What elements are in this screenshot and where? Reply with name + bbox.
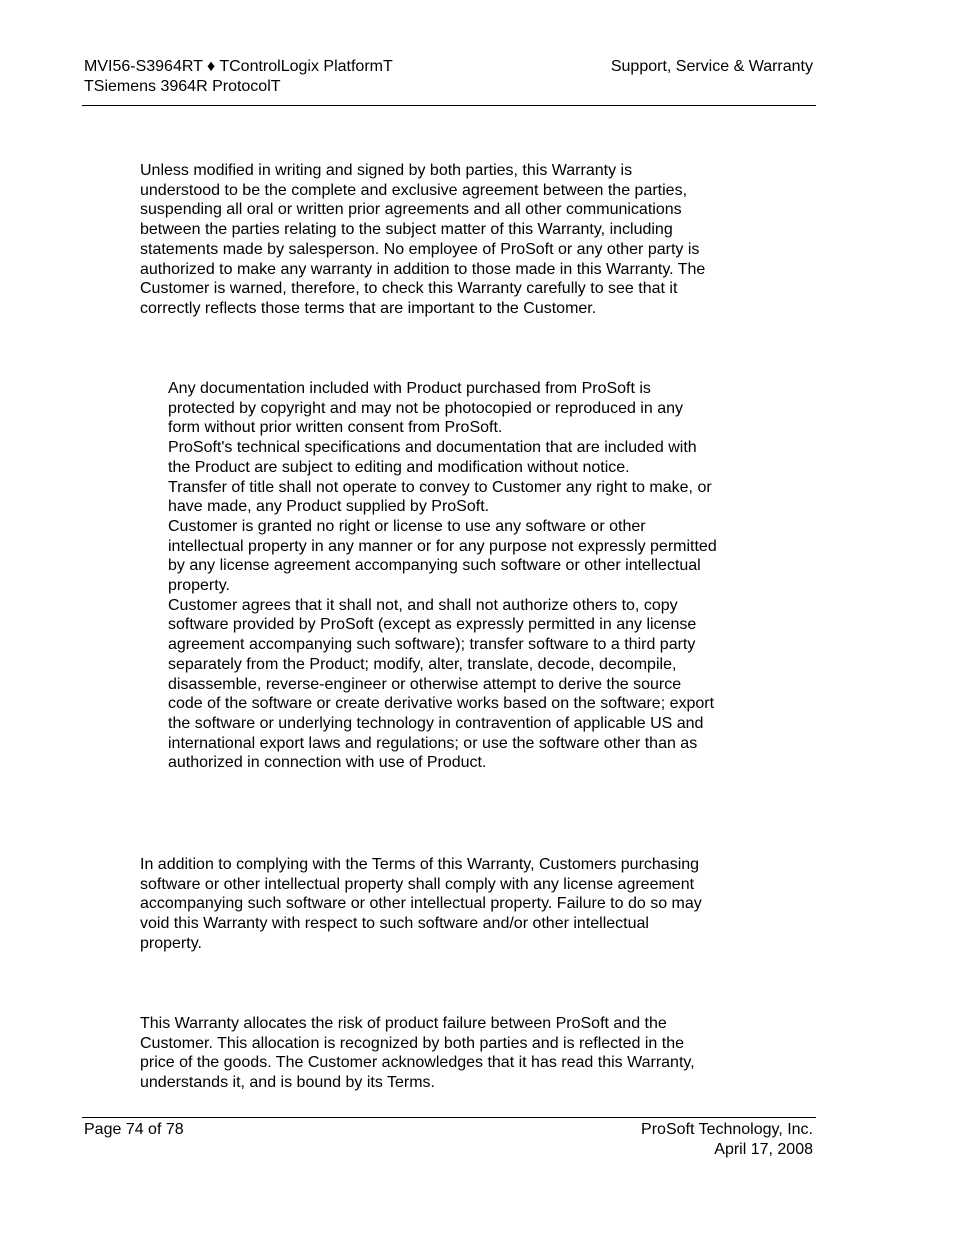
entire-agreement-paragraph: Unless modified in writing and signed by both parties, this Warranty is understood to be the complete and exclusive agreement between the parties, suspending all oral or written prior agreements and all other communications between the parties relating to the subject matter of this Warranty, including statements made by salesperson. No employee of ProSoft or any other party is authorized to make any warranty in addition to those made in this Warranty. The Customer is warned, therefore, to check this Warranty carefully to see that it correctly reflects those terms that are important to the Customer.: [140, 162, 706, 317]
company-name: ProSoft Technology, Inc.: [641, 1121, 813, 1138]
header-protocol-title: TSiemens 3964R ProtocolT: [84, 77, 281, 95]
list-item: Customer is granted no right or license to use any software or other intellectual property in any manner or for any purpose not expressly permitted by any license agreement accompanying such software or other intellectual property.: [168, 517, 717, 595]
list-item: Any documentation included with Product purchased from ProSoft is protected by copyright and may not be photocopied or reproduced in any form without prior written consent from ProSoft.: [168, 380, 683, 437]
header-product-title: MVI56-S3964RT ♦ TControlLogix PlatformT: [84, 58, 393, 75]
header-divider: [82, 105, 816, 106]
list-item: Customer agrees that it shall not, and shall not authorize others to, copy software provided by ProSoft (except as expressly permitted in any license agreement accompanying such software); transfer software to a third party separately from the Product; modify, alter, translate, decode, decompile, disassemble, reverse-engineer or otherwise attempt to derive the source code of the software or create derivative works based on the software; export the software or underlying technology in contravention of applicable US and international export laws and regulations; or use the software other than as authorized in connection with use of Product.: [168, 596, 715, 772]
intellectual-property-list: [168, 379, 768, 773]
header-left: [84, 57, 393, 96]
footer-right: [641, 1120, 813, 1159]
page-number: Page 74 of 78: [84, 1121, 184, 1138]
risk-allocation-paragraph: This Warranty allocates the risk of product failure between ProSoft and the Customer. This allocation is recognized by both parties and is reflected in the price of the goods. The Customer acknowledges that it has read this Warranty, understands it, and is bound by its Terms.: [140, 1015, 695, 1092]
header-section-title: Support, Service & Warranty: [610, 58, 813, 75]
license-compliance-paragraph: In addition to complying with the Terms of this Warranty, Customers purchasing software or other intellectual property shall comply with any license agreement accompanying such software or other intellectual property. Failure to do so may void this Warranty with respect to such software and/or other intellectual property.: [140, 856, 702, 952]
footer-divider: [82, 1117, 816, 1118]
publication-date: April 17, 2008: [714, 1140, 813, 1158]
list-item: ProSoft's technical specifications and documentation that are included with the Product are subject to editing and modification without notice.: [168, 439, 697, 476]
list-item: Transfer of title shall not operate to convey to Customer any right to make, or have made, any Product supplied by ProSoft.: [168, 478, 712, 516]
